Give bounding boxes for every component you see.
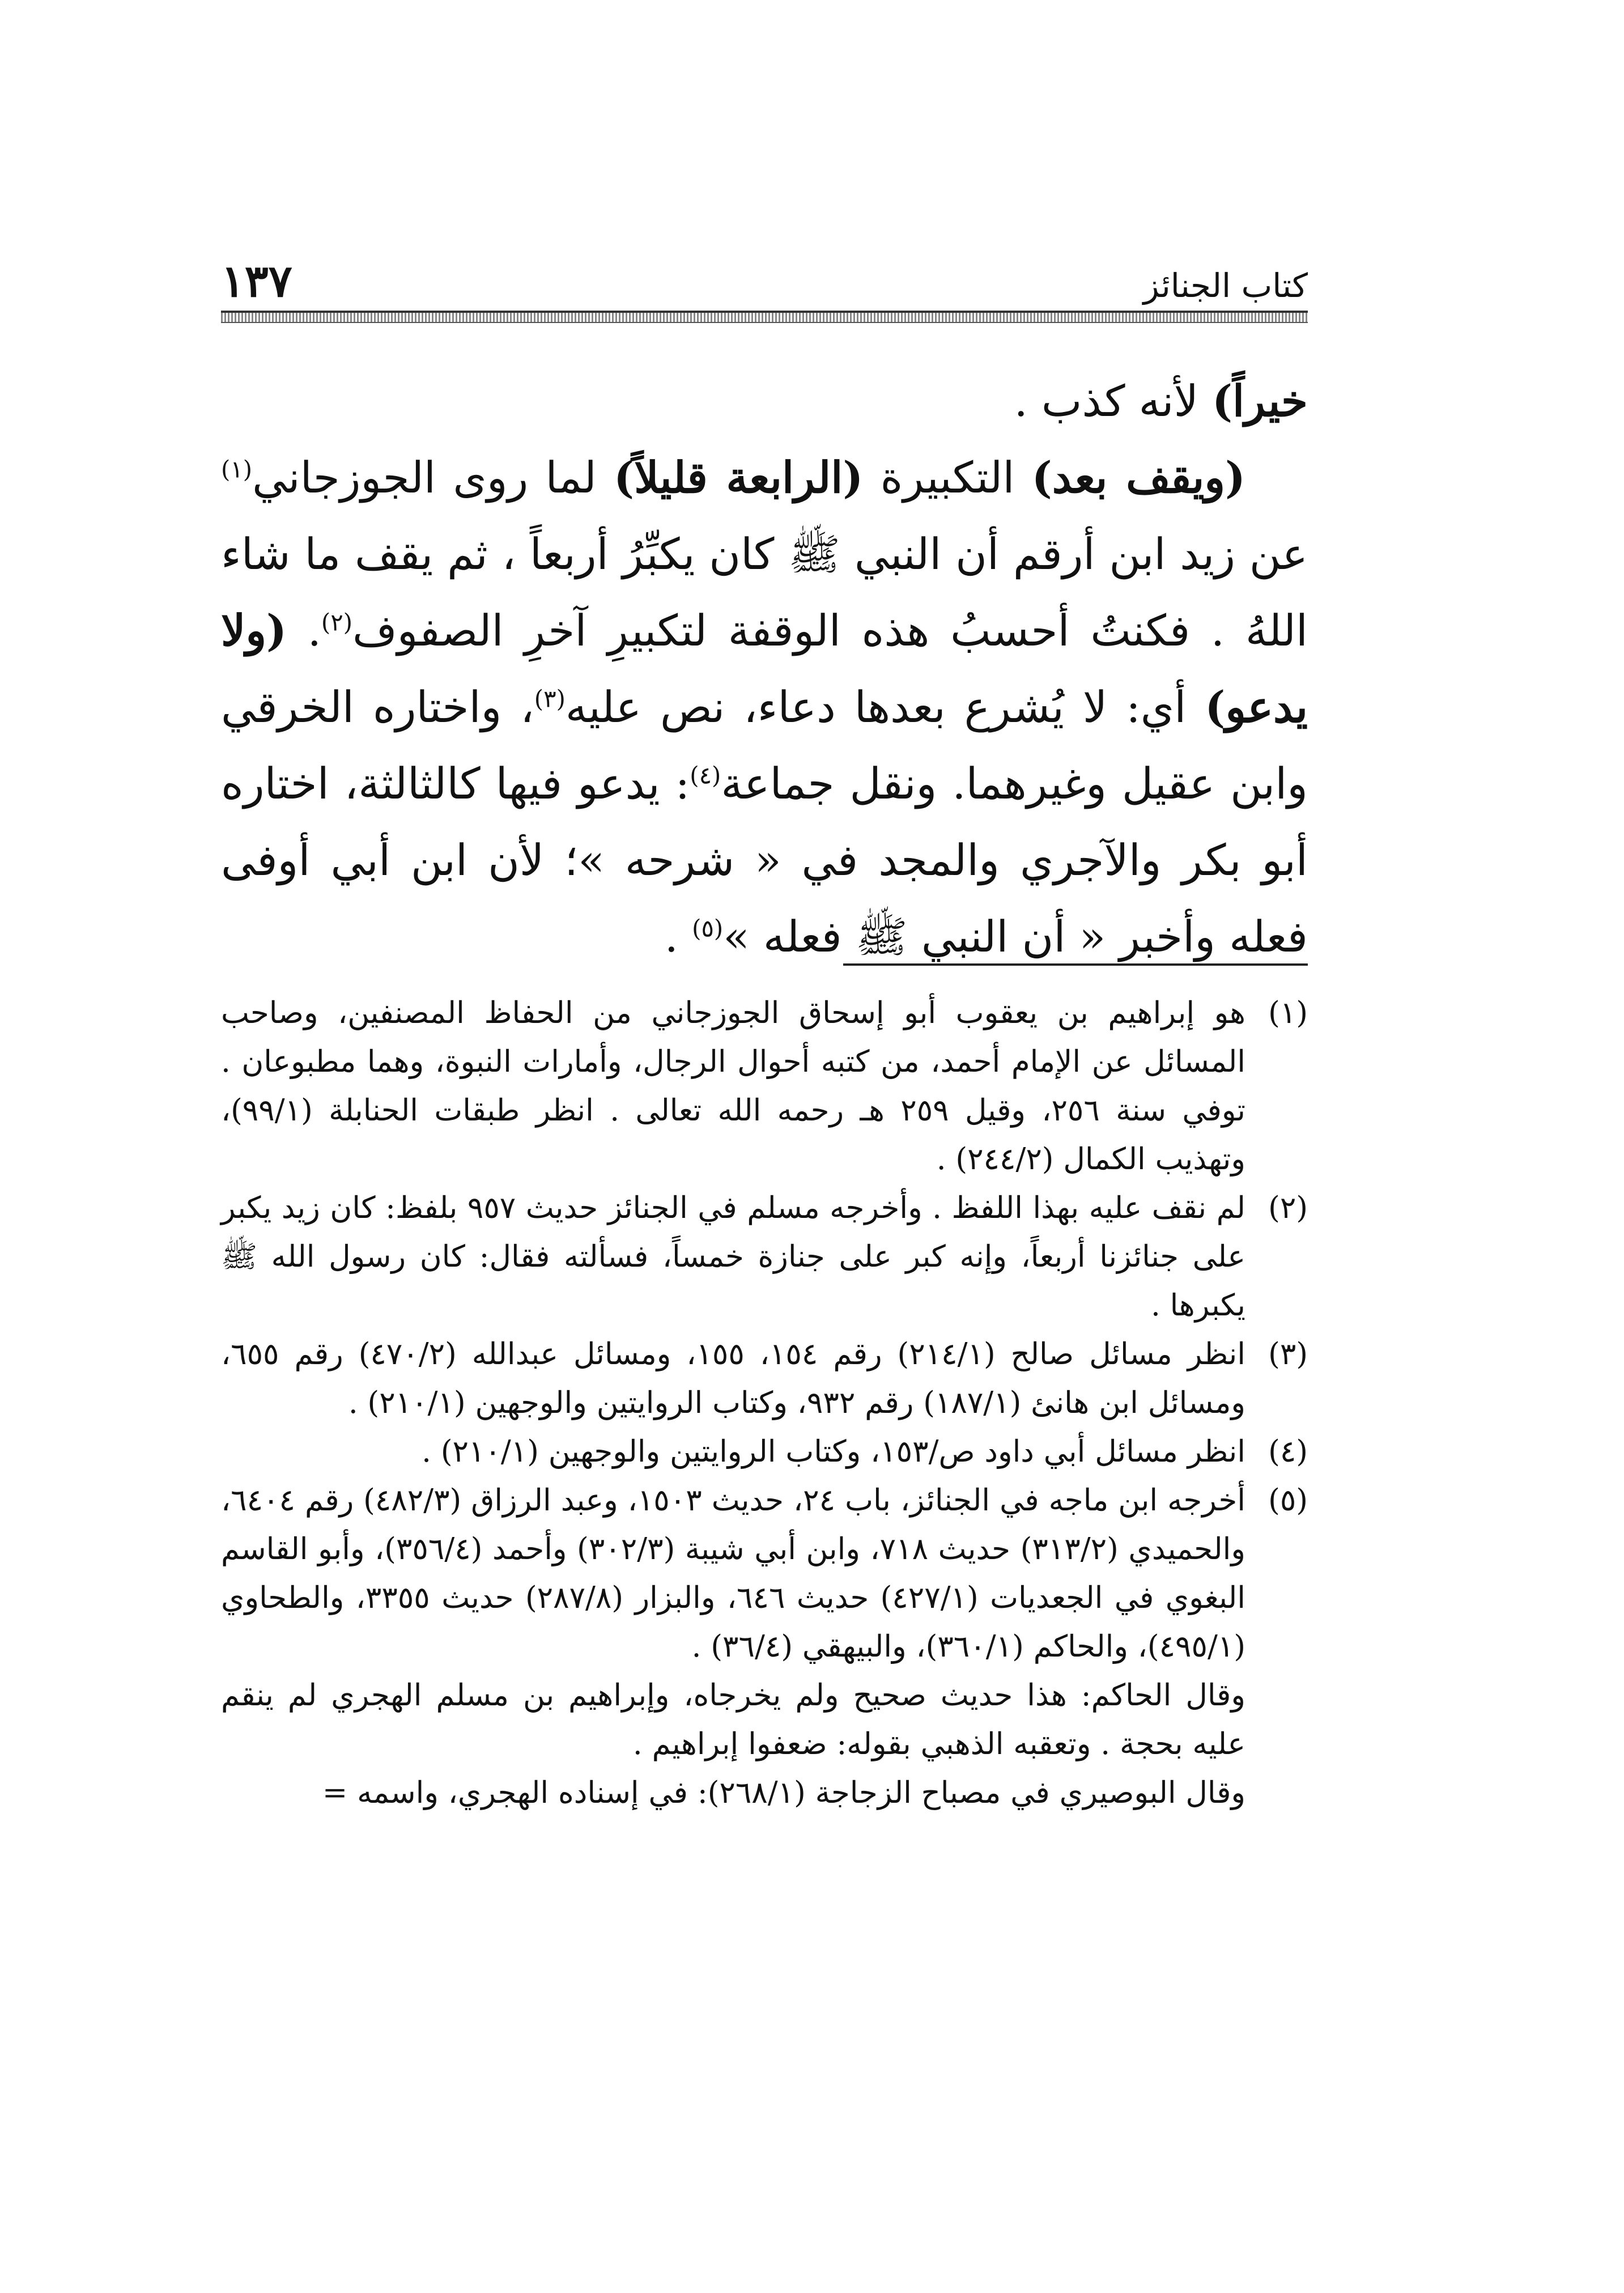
bold-phrase: (ولا يدعو): [221, 605, 1308, 732]
paragraph-2: [221, 439, 1308, 975]
footnote-text: هو إبراهيم بن يعقوب أبو إسحاق الجوزجاني من الحفاظ المصنفين، وصاحب المسائل عن الإمام أحمد، من كتبه أحوال الرجال، وأمارات النبوة، وهما مطبوعان . توفي سنة ٢٥٦، وقيل ٢٥٩ هـ رحمه الله تعالى . انظر طبقات الحنابلة (٩٩/١)، وتهذيب الكمال (٢٤٤/٢) .: [221, 996, 1245, 1177]
running-title: كتاب الجنائز: [1143, 266, 1308, 305]
paragraph-text: لما روى الجوزجاني: [252, 452, 614, 503]
paragraph-text: .: [664, 911, 692, 962]
paragraph-text: ، واختاره الخرقي وابن عقيل وغيرهما. ونقل جماعة: [221, 682, 1308, 809]
main-text: [221, 363, 1308, 975]
footnote-text: انظر مسائل صالح (٢١٤/١) رقم ١٥٤، ١٥٥، ومسائل عبدالله (٤٧٠/٢) رقم ٦٥٥، ومسائل ابن هانئ (١٨٧/١) رقم ٩٣٢، وكتاب الروايتين والوجهين (٢١٠/١) .: [221, 1337, 1245, 1420]
footnote-ref-5[interactable]: (٥): [692, 914, 724, 942]
footnote-ref-2[interactable]: (٢): [321, 608, 352, 636]
footnote-continuation: وقال البوصيري في مصباح الزجاجة (٢٦٨/١): في إسناده الهجري، واسمه =: [322, 1776, 1245, 1810]
footnotes: [221, 989, 1308, 1818]
footnote-text: انظر مسائل أبي داود ص/١٥٣، وكتاب الروايتين والوجهين (٢١٠/١) .: [422, 1434, 1245, 1469]
paragraph-text: عن زيد ابن أرقم أن النبي ﷺ كان يكبِّرُ أربعاً ، ثم يقف ما شاء اللهُ . فكنتُ أحسبُ هذه الوقفة لتكبيرِ آخرِ الصفوف: [221, 529, 1308, 656]
footnote-2: [221, 1184, 1308, 1330]
paragraph-text: التكبيرة: [863, 452, 1032, 503]
footnote-ref-3[interactable]: (٣): [534, 685, 566, 713]
footnote-divider: [843, 963, 1308, 966]
footnote-number: (٤): [1268, 1434, 1308, 1469]
paragraph-text: : يدعو فيها كالثالثة، اختاره أبو بكر والآجري والمجد في « شرحه »؛ لأن ابن أبي أوفى فعله وأخبر « أن النبي ﷺ فعله »: [221, 758, 1308, 962]
footnote-continuation: وقال الحاكم: هذا حديث صحيح ولم يخرجاه، وإبراهيم بن مسلم الهجري لم ينقم عليه بحجة . وتعقبه الذهبي بقوله: ضعفوا إبراهيم .: [221, 1678, 1245, 1761]
footnote-number: (٥): [1268, 1483, 1308, 1518]
bold-phrase: خيراً): [1212, 376, 1308, 426]
footnote-4: [221, 1428, 1308, 1476]
footnote-5: [221, 1476, 1308, 1671]
header-rule: [221, 311, 1308, 323]
footnote-number: (١): [1268, 996, 1308, 1030]
footnote-1: [221, 989, 1308, 1184]
bold-phrase: (ويقف بعد): [1031, 452, 1246, 503]
footnote-text: لم نقف عليه بهذا اللفظ . وأخرجه مسلم في الجنائز حديث ٩٥٧ بلفظ: كان زيد يكبر على جنائزنا أربعاً، وإنه كبر على جنازة خمساً، فسألته فقال: كان رسول الله ﷺ يكبرها .: [221, 1191, 1245, 1323]
footnote-ref-1[interactable]: (١): [221, 455, 253, 483]
paragraph-text: .: [287, 605, 321, 656]
paragraph-text: لأنه كذب .: [1014, 376, 1213, 426]
footnote-3: [221, 1330, 1308, 1428]
page-number: ١٣٧: [221, 256, 292, 308]
paragraph-1: [221, 363, 1308, 439]
page-header: [221, 244, 1308, 306]
footnote-number: (٢): [1268, 1191, 1308, 1225]
bold-phrase: (الرابعة قليلاً): [614, 452, 864, 503]
footnote-ref-4[interactable]: (٤): [690, 761, 721, 789]
paragraph-text: أي: لا يُشرع بعدها دعاء، نص عليه: [565, 682, 1205, 732]
footnote-number: (٣): [1268, 1337, 1308, 1371]
footnote-text: أخرجه ابن ماجه في الجنائز، باب ٢٤، حديث ١٥٠٣، وعبد الرزاق (٤٨٢/٣) رقم ٦٤٠٤، والحميدي (٣١٣/٢) حديث ٧١٨، وابن أبي شيبة (٣٠٢/٣) وأحمد (٣٥٦/٤)، وأبو القاسم البغوي في الجعديات (٤٢٧/١) حديث ٦٤٦، والبزار (٢٨٧/٨) حديث ٣٣٥٥، والطحاوي (٤٩٥/١)، والحاكم (٣٦٠/١)، والبيهقي (٣٦/٤) .: [221, 1483, 1246, 1664]
